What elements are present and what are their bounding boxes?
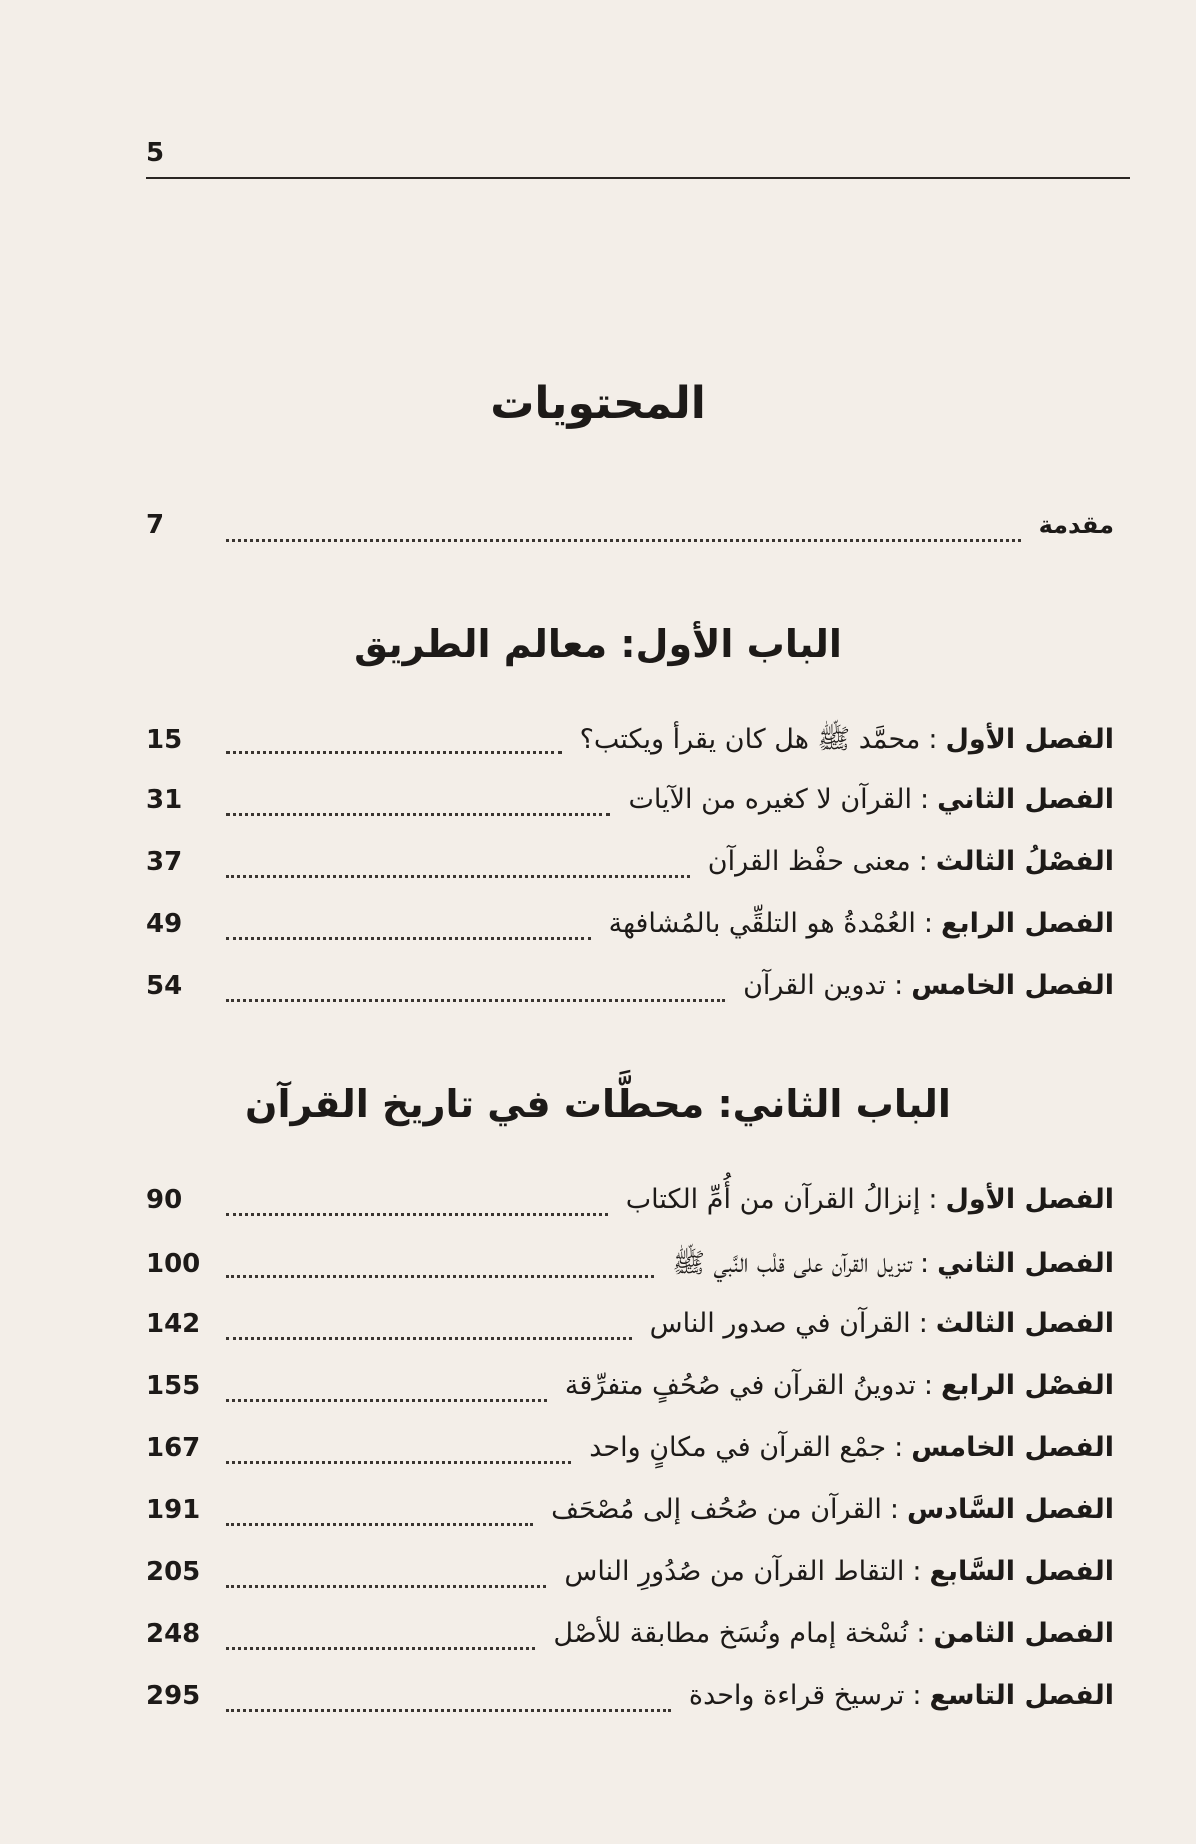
colon-separator: : <box>923 1370 934 1401</box>
chapter-page-ref: 54 <box>146 971 183 1001</box>
dot-leader <box>226 999 725 1002</box>
dot-leader <box>226 1399 547 1402</box>
chapter-title: تنزيل القرآن على قلْب النَّبي ﷺ <box>672 1248 912 1279</box>
chapter-page-ref: 295 <box>146 1681 201 1711</box>
chapter-title: ترسيخ قراءة واحدة <box>688 1680 905 1711</box>
toc-row[interactable] <box>146 1308 1114 1352</box>
dot-leader <box>226 875 690 878</box>
chapter-label: الفصل الأول <box>945 724 1114 755</box>
dot-leader <box>226 813 610 816</box>
chapter-page-ref: 142 <box>146 1309 201 1339</box>
chapter-page-ref: 90 <box>146 1185 183 1215</box>
colon-separator: : <box>919 1248 930 1279</box>
toc-row[interactable] <box>146 1556 1114 1600</box>
chapter-page-ref: 37 <box>146 847 183 877</box>
dot-leader <box>226 1585 546 1588</box>
chapter-page-ref: 248 <box>146 1619 201 1649</box>
section-heading: الباب الثاني: محطَّات في تاريخ القرآن <box>245 1082 951 1126</box>
colon-separator: : <box>918 846 928 877</box>
header-rule <box>146 177 1130 179</box>
chapter-page-ref: 31 <box>146 785 183 815</box>
colon-separator: : <box>923 908 934 939</box>
chapter-page-ref: 205 <box>146 1557 201 1587</box>
section-heading: الباب الأول: معالم الطريق <box>354 622 842 666</box>
dot-leader <box>226 1213 608 1216</box>
dot-leader <box>226 539 1021 542</box>
toc-label: مقدمة <box>1038 511 1114 539</box>
chapter-title: القرآن من صُحُف إلى مُصْحَف <box>551 1494 882 1525</box>
chapter-page-ref: 49 <box>146 909 183 939</box>
dot-leader <box>226 1461 571 1464</box>
chapter-label: الفصْلُ الثالث <box>935 846 1114 877</box>
toc-row[interactable] <box>146 1246 1114 1290</box>
chapter-label: الفصل الثامن <box>933 1618 1114 1649</box>
chapter-label: الفصل الخامس <box>911 1432 1114 1463</box>
chapter-page-ref: 155 <box>146 1371 201 1401</box>
dot-leader <box>226 1337 632 1340</box>
chapter-page-ref: 167 <box>146 1433 201 1463</box>
colon-separator: : <box>918 1308 928 1339</box>
toc-row[interactable] <box>146 970 1114 1014</box>
chapter-title: معنى حفْظ القرآن <box>707 846 911 877</box>
toc-row[interactable] <box>146 846 1114 890</box>
chapter-title: محمَّد ﷺ هل كان يقرأ ويكتب؟ <box>579 724 921 755</box>
colon-separator: : <box>912 1556 922 1587</box>
toc-row[interactable] <box>146 1184 1114 1228</box>
toc-row[interactable] <box>146 1680 1114 1724</box>
chapter-page-ref: 100 <box>146 1249 201 1279</box>
chapter-page-ref: 191 <box>146 1495 201 1525</box>
chapter-label: الفصل التاسع <box>929 1680 1114 1711</box>
chapter-title: القرآن لا كغيره من الآيات <box>628 784 912 815</box>
dot-leader <box>226 937 591 940</box>
chapter-label: الفصل الثاني <box>937 784 1114 815</box>
page-title: المحتويات <box>490 378 706 429</box>
colon-separator: : <box>928 724 938 755</box>
chapter-title: إنزالُ القرآن من أُمِّ الكتاب <box>625 1184 921 1215</box>
chapter-title: جمْع القرآن في مكانٍ واحد <box>589 1432 887 1463</box>
colon-separator: : <box>912 1680 922 1711</box>
colon-separator: : <box>916 1618 926 1649</box>
chapter-label: الفصل الثاني <box>937 1248 1114 1279</box>
dot-leader <box>226 1647 535 1650</box>
toc-row[interactable] <box>146 1494 1114 1538</box>
page-number: 5 <box>146 138 165 168</box>
toc-row[interactable] <box>146 908 1114 952</box>
toc-row[interactable] <box>146 1618 1114 1662</box>
toc-row-intro[interactable] <box>146 510 1114 554</box>
chapter-title: القرآن في صدور الناس <box>649 1308 911 1339</box>
colon-separator: : <box>894 970 904 1001</box>
dot-leader <box>226 1275 654 1278</box>
chapter-page-ref: 15 <box>146 725 183 755</box>
dot-leader <box>226 1709 671 1712</box>
colon-separator: : <box>889 1494 899 1525</box>
chapter-title: نُسْخة إمام ونُسَخ مطابقة للأصْل <box>553 1618 909 1649</box>
chapter-label: الفصل الثالث <box>935 1308 1114 1339</box>
chapter-label: الفصل الرابع <box>941 908 1114 939</box>
chapter-label: الفصل السَّادس <box>906 1494 1114 1525</box>
chapter-label: الفصْل الرابع <box>941 1370 1114 1401</box>
toc-page-ref: 7 <box>146 510 165 540</box>
chapter-label: الفصل الخامس <box>911 970 1114 1001</box>
chapter-title: العُمْدةُ هو التلقِّي بالمُشافهة <box>608 908 916 939</box>
chapter-label: الفصل السَّابع <box>929 1556 1114 1587</box>
chapter-label: الفصل الأول <box>945 1184 1114 1215</box>
toc-row[interactable] <box>146 1432 1114 1476</box>
chapter-title: التقاط القرآن من صُدُورِ الناس <box>564 1556 905 1587</box>
chapter-title: تدوين القرآن <box>743 970 887 1001</box>
dot-leader <box>226 1523 533 1526</box>
chapter-title: تدوينُ القرآن في صُحُفٍ متفرِّقة <box>564 1370 916 1401</box>
colon-separator: : <box>894 1432 904 1463</box>
toc-row[interactable] <box>146 722 1114 766</box>
colon-separator: : <box>928 1184 938 1215</box>
toc-row[interactable] <box>146 1370 1114 1414</box>
dot-leader <box>226 751 562 754</box>
colon-separator: : <box>919 784 930 815</box>
toc-row[interactable] <box>146 784 1114 828</box>
